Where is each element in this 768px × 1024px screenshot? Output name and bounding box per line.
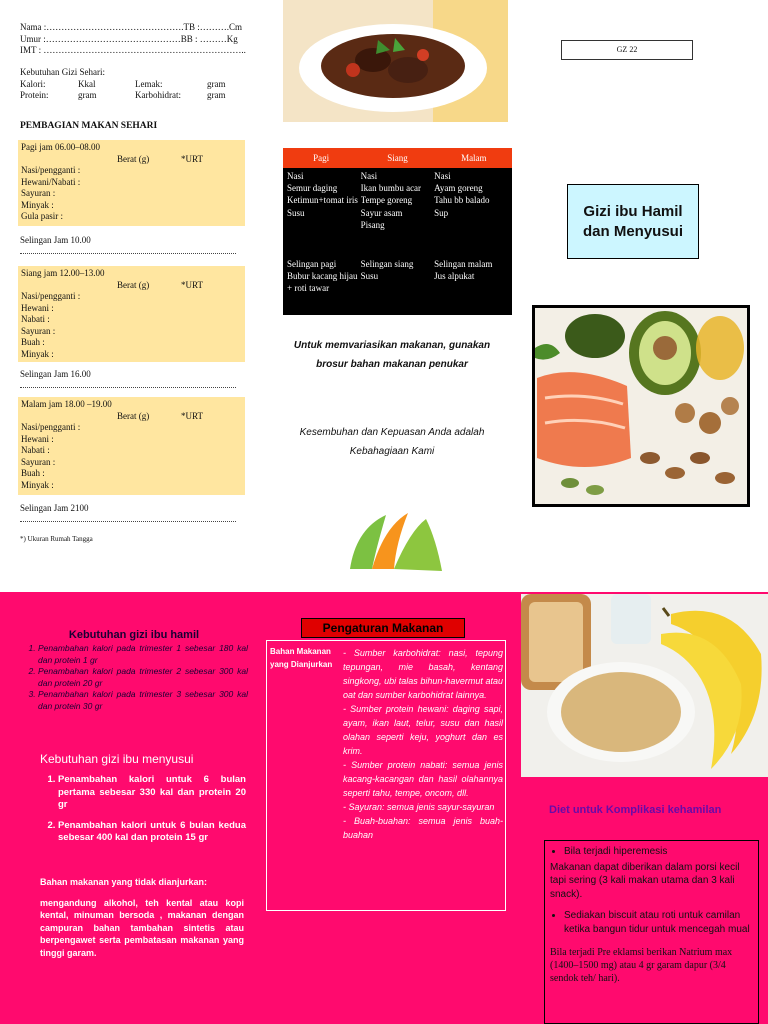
variation-text: Untuk memvariasikan makanan, gunakan brosur bahan makanan penukar: [293, 340, 491, 370]
breakfast-title: Pagi jam 06.00–08.00: [21, 142, 100, 152]
carb-unit: gram: [207, 90, 226, 100]
stew-bowl-image: [283, 0, 508, 122]
menu-header-morning: Pagi: [313, 152, 330, 163]
breakfast-weight-header: Berat (g): [117, 153, 150, 164]
snack-10-line: [20, 247, 236, 254]
division-title: PEMBAGIAN MAKAN SEHARI: [20, 121, 158, 131]
nursing-needs-title: Kebutuhan gizi ibu menyusui: [40, 752, 194, 766]
form-code: GZ 22: [561, 40, 693, 60]
nursing-needs: [40, 752, 246, 845]
dinner-item: Nabati :: [21, 445, 50, 455]
calorie-label: Kalori:: [20, 78, 46, 89]
brochure-title: Gizi ibu Hamil dan Menyusui: [567, 184, 699, 259]
diet-complications-box: [544, 840, 759, 1024]
menu-morning-items: Nasi Semur daging Ketimun+tomat iris Susu: [287, 171, 358, 218]
daily-needs-title: Kebutuhan Gizi Sehari:: [20, 67, 105, 77]
fat-label: Lemak:: [135, 78, 163, 89]
lunch-urt-header: *URT: [181, 279, 203, 290]
lunch-item: Nabati :: [21, 314, 50, 324]
lunch-item: Buah :: [21, 337, 45, 347]
foods-to-avoid: [40, 876, 244, 959]
breakfast-item: Sayuran :: [21, 188, 56, 198]
menu-noon-snack: Selingan siang Susu: [360, 259, 414, 282]
protein-label: Protein:: [20, 90, 49, 100]
foods-to-avoid-text: mengandung alkohol, teh kental atau kopi kental, minuman bersoda , makanan dengan campuran bahan tambahan sintetis atau berpengawet serta pembatasan makanan yang tinggi garam.: [40, 897, 244, 958]
menu-header-noon: Siang: [387, 152, 408, 163]
snack-16-label: Selingan Jam 16.00: [20, 369, 91, 379]
closing-text: Kesembuhan dan Kepuasan Anda adalah Kebahagiaan Kami: [299, 427, 485, 457]
recommended-foods-list: [343, 646, 503, 842]
snack-16: [20, 369, 236, 388]
lunch-title: Siang jam 12.00–13.00: [21, 268, 105, 278]
name-field: Nama :……………………………………….TB :……….Cm: [20, 22, 242, 32]
nursing-need-item: 1. Penambahan kalori untuk 6 bulan pertama sebesar 330 kal dan protein 20 gr: [58, 774, 246, 812]
foods-to-avoid-title: Bahan makanan yang tidak dianjurkan:: [40, 877, 208, 887]
protein-unit: gram: [78, 90, 97, 100]
salmon-avocado-nuts-image: [535, 308, 747, 504]
breakfast-item: Gula pasir :: [21, 211, 63, 221]
breakfast-box: [18, 140, 245, 226]
breakfast-item: Nasi/pengganti :: [21, 165, 81, 175]
hospital-logo: [346, 509, 446, 575]
pregnant-needs-title: Kebutuhan gizi ibu hamil: [68, 629, 200, 641]
vegetable-sources: - Sayuran: semua jenis sayur-sayuran: [343, 802, 495, 812]
lunch-item: Minyak :: [21, 348, 54, 359]
identity-form: [20, 22, 250, 57]
dinner-box: [18, 397, 245, 495]
snack-16-line: [20, 381, 236, 388]
diet-complications-title: Diet untuk Komplikasi kehamilan: [549, 804, 722, 816]
kcal-unit: Kkal: [78, 78, 96, 89]
pregnant-need-item: 2. Penambahan kalori pada trimester 2 sebesar 300 kal dan protein 20 gr: [38, 666, 248, 689]
dinner-weight-header: Berat (g): [117, 410, 150, 421]
lunch-item: Hewani :: [21, 302, 54, 313]
dinner-urt-header: *URT: [181, 410, 203, 421]
carb-label: Karbohidrat:: [135, 90, 181, 100]
oats-banana-photo: [521, 594, 768, 777]
snack-10: [20, 235, 236, 254]
animal-protein-sources: - Sumber protein hewani: daging sapi, ayam, ikan laut, telur, susu dan hasil olahan seperti keju, yoghurt dan es krim.: [343, 704, 503, 756]
stew-photo: [283, 0, 508, 122]
dinner-item: Minyak :: [21, 479, 54, 490]
breakfast-item: Minyak :: [21, 199, 54, 210]
lunch-item: Nasi/pengganti :: [21, 291, 81, 301]
hyperemesis-advice: Makanan dapat diberikan dalam porsi kecil tapi sering (3 kali makan utama dan 3 kali snack).: [550, 861, 740, 900]
food-arrangement-title: Pengaturan Makanan: [301, 618, 465, 638]
logo-icon: [346, 509, 446, 575]
menu-header-evening: Malam: [461, 152, 487, 163]
breakfast-item: Hewani/Nabati :: [21, 176, 81, 187]
bmi-field: IMT : …………………………………………………………..: [20, 45, 246, 55]
menu-main-row: [283, 168, 512, 256]
carb-sources: - Sumber karbohidrat: nasi, tepung tepungan, mie basah, kentang singkong, ubi talas bihun-havermut atau oat dan sumber karbohidrat lainnya.: [343, 648, 503, 700]
footnote: *) Ukuran Rumah Tangga: [20, 535, 93, 543]
menu-snack-row: [283, 256, 512, 295]
fruit-sources: - Buah-buahan: semua jenis buah-buahan: [343, 816, 503, 840]
dinner-item: Nasi/pengganti :: [21, 422, 81, 432]
dinner-title: Malam jam 18.00 –19.00: [21, 399, 112, 409]
snack-21-label: Selingan Jam 2100: [20, 503, 89, 513]
snack-21-line: [20, 515, 236, 522]
pregnant-need-item: 3. Penambahan kalori pada trimester 3 sebesar 300 kal dan protein 30 gr: [38, 689, 248, 712]
oats-banana-image: [521, 594, 768, 777]
menu-noon-items: Nasi Ikan bumbu acar Tempe goreng Sayur asam Pisang: [360, 171, 422, 230]
menu-morning-snack: Selingan pagi Bubur kacang hijau + roti tawar: [287, 259, 358, 294]
recommended-foods-label: Bahan Makanan yang Dianjurkan: [270, 647, 333, 669]
snack-10-label: Selingan Jam 10.00: [20, 235, 91, 245]
lunch-box: [18, 266, 245, 362]
dinner-item: Buah :: [21, 468, 45, 478]
pregnant-needs: [20, 629, 248, 712]
nursing-need-item: 2. Penambahan kalori untuk 6 bulan kedua sebesar 400 kal dan protein 15 gr: [58, 820, 246, 845]
menu-evening-snack: Selingan malam Jus alpukat: [434, 259, 493, 282]
healthy-fats-photo: [532, 305, 750, 507]
dinner-item: Sayuran :: [21, 456, 56, 467]
plant-protein-sources: - Sumber protein nabati: semua jenis kacang-kacangan dan hasil olahannya seperti tahu, tempe, oncom, dll.: [343, 760, 503, 798]
age-field: Umur :………………………………………BB : ………Kg: [20, 33, 238, 44]
breakfast-urt-header: *URT: [181, 153, 203, 164]
menu-table: [283, 148, 512, 315]
menu-header-row: [283, 148, 512, 168]
snack-21: [20, 503, 236, 522]
fat-unit: gram: [207, 78, 226, 89]
menu-evening-items: Nasi Ayam goreng Tahu bb balado Sup: [434, 171, 490, 218]
lunch-item: Sayuran :: [21, 325, 56, 336]
hyperemesis-bullet: • Bila terjadi hiperemesis: [564, 845, 753, 859]
lunch-weight-header: Berat (g): [117, 279, 150, 290]
biscuit-bullet: • Sediakan biscuit atau roti untuk camilan ketika bangun tidur untuk mencegah mual: [564, 909, 753, 936]
pregnant-need-item: 1. Penambahan kalori pada trimester 1 sebesar 180 kal dan protein 1 gr: [38, 643, 248, 666]
dinner-item: Hewani :: [21, 433, 54, 444]
daily-needs: [20, 67, 250, 102]
preeclampsia-advice: Bila terjadi Pre eklamsi berikan Natrium max (1400–1500 mg) atau 4 gr garam dapur (3/4 sendok teh/ hari).: [550, 947, 733, 984]
